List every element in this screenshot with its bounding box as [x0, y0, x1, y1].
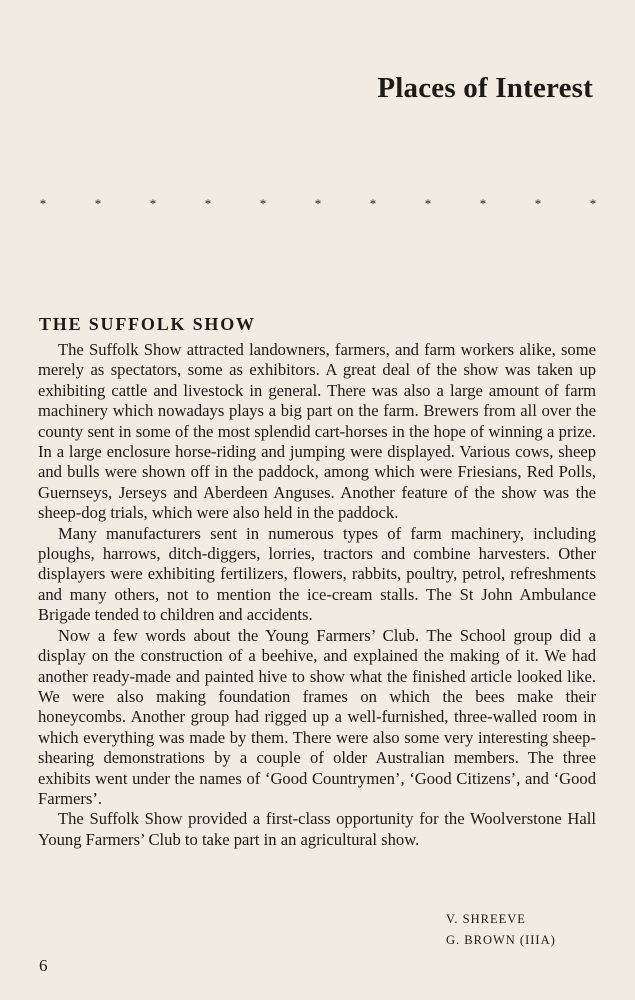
- separator-star: *: [39, 196, 47, 211]
- separator-star: *: [94, 196, 102, 211]
- separator-star: *: [534, 196, 542, 211]
- separator-star: *: [424, 196, 432, 211]
- author-name: V. SHREEVE: [446, 912, 526, 926]
- star-separator: [38, 196, 598, 212]
- separator-star: *: [259, 196, 267, 211]
- separator-star: *: [149, 196, 157, 211]
- author-signatures: [446, 909, 556, 951]
- paragraph: Now a few words about the Young Farmers’ Club. The School group did a display on the construction of a beehive, and explained the making of it. We had another ready-made and painted hive to show what the finished article looked like. We were also making foundation frames on which the bees make their honeycombs. Another group had rigged up a well-furnished, three-walled room in which everything was made by them. There were also some very interesting sheep-shearing demonstrations by a couple of older Australian members. The three exhibits went under the names of ‘Good Countrymen’, ‘Good Citizens’, and ‘Good Farmers’.: [38, 625, 596, 808]
- separator-star: *: [479, 196, 487, 211]
- section-heading: THE SUFFOLK SHOW: [39, 314, 256, 334]
- page-title: Places of Interest: [377, 72, 593, 104]
- author-name: G. BROWN (IIIA): [446, 933, 556, 947]
- article-body: [38, 340, 596, 850]
- paragraph: The Suffolk Show attracted landowners, farmers, and farm workers alike, some merely as spectators, some as exhibitors. A great deal of the show was taken up exhibiting cattle and livestock in general. There was also a large amount of farm machinery which nowadays plays a big part on the farm. Brewers from all over the county sent in some of the most splendid cart-horses in the hope of winning a prize. In a large enclosure horse-riding and jumping were displayed. Various cows, sheep and bulls were shown off in the paddock, among which were Friesians, Red Polls, Guernseys, Jerseys and Aberdeen Anguses. Another feature of the show was the sheep-dog trials, which were also held in the paddock.: [38, 340, 596, 523]
- separator-star: *: [204, 196, 212, 211]
- page-number: 6: [39, 956, 48, 975]
- paragraph: The Suffolk Show provided a first-class opportunity for the Woolverstone Hall Young Farmers’ Club to take part in an agricultural show.: [38, 809, 596, 849]
- separator-star: *: [369, 196, 377, 211]
- paragraph: Many manufacturers sent in numerous types of farm machinery, including ploughs, harrows, ditch-diggers, lorries, tractors and combine harvesters. Other displayers were exhibiting fertilizers, flowers, rabbits, poultry, petrol, refreshments and many others, not to mention the ice-cream stalls. The St John Ambulance Brigade tended to children and accidents.: [38, 523, 596, 625]
- separator-star: *: [589, 196, 597, 211]
- separator-star: *: [314, 196, 322, 211]
